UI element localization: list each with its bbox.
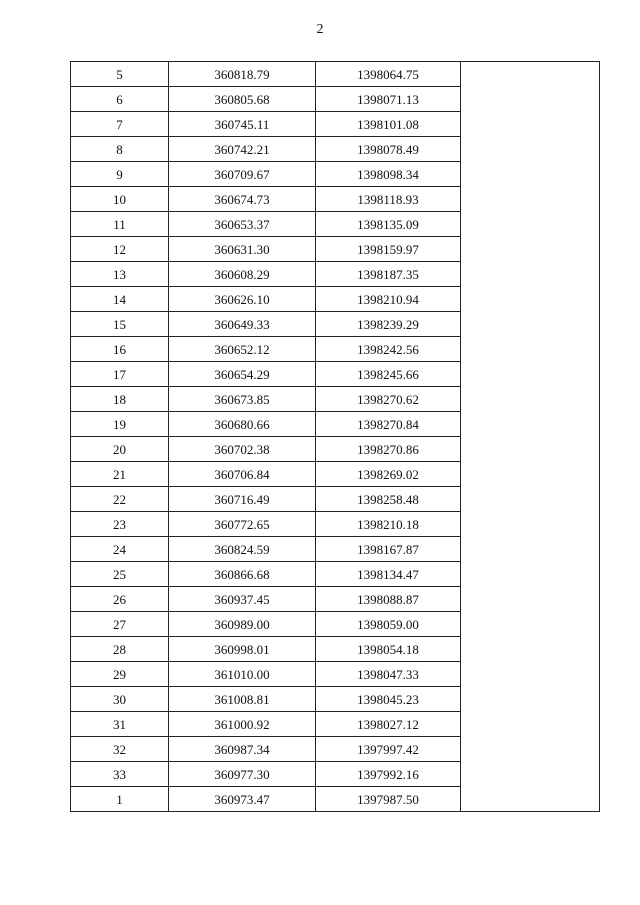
y-coordinate-cell: 1398269.02 [316, 462, 461, 487]
x-coordinate-cell: 360626.10 [169, 287, 316, 312]
y-coordinate-cell: 1398134.47 [316, 562, 461, 587]
x-coordinate-cell: 360772.65 [169, 512, 316, 537]
point-number-cell: 32 [71, 737, 169, 762]
y-coordinate-cell: 1398258.48 [316, 487, 461, 512]
x-coordinate-cell: 360824.59 [169, 537, 316, 562]
point-number-cell: 23 [71, 512, 169, 537]
point-number-cell: 25 [71, 562, 169, 587]
x-coordinate-cell: 361008.81 [169, 687, 316, 712]
x-coordinate-cell: 360649.33 [169, 312, 316, 337]
x-coordinate-cell: 360608.29 [169, 262, 316, 287]
y-coordinate-cell: 1398187.35 [316, 262, 461, 287]
point-number-cell: 12 [71, 237, 169, 262]
point-number-cell: 7 [71, 112, 169, 137]
page-number: 2 [316, 22, 324, 37]
x-coordinate-cell: 361000.92 [169, 712, 316, 737]
point-number-cell: 13 [71, 262, 169, 287]
x-coordinate-cell: 360709.67 [169, 162, 316, 187]
y-coordinate-cell: 1398047.33 [316, 662, 461, 687]
point-number-cell: 14 [71, 287, 169, 312]
y-coordinate-cell: 1398071.13 [316, 87, 461, 112]
point-number-cell: 11 [71, 212, 169, 237]
y-coordinate-cell: 1398054.18 [316, 637, 461, 662]
x-coordinate-cell: 360680.66 [169, 412, 316, 437]
point-number-cell: 22 [71, 487, 169, 512]
point-number-cell: 20 [71, 437, 169, 462]
notes-column-cell [461, 62, 600, 812]
y-coordinate-cell: 1398098.34 [316, 162, 461, 187]
table-row [71, 62, 600, 87]
y-coordinate-cell: 1398135.09 [316, 212, 461, 237]
point-number-cell: 18 [71, 387, 169, 412]
x-coordinate-cell: 360652.12 [169, 337, 316, 362]
x-coordinate-cell: 360673.85 [169, 387, 316, 412]
point-number-cell: 16 [71, 337, 169, 362]
x-coordinate-cell: 360989.00 [169, 612, 316, 637]
point-number-cell: 27 [71, 612, 169, 637]
x-coordinate-cell: 360674.73 [169, 187, 316, 212]
x-coordinate-cell: 360977.30 [169, 762, 316, 787]
y-coordinate-cell: 1397997.42 [316, 737, 461, 762]
point-number-cell: 30 [71, 687, 169, 712]
y-coordinate-cell: 1398245.66 [316, 362, 461, 387]
y-coordinate-cell: 1398270.86 [316, 437, 461, 462]
point-number-cell: 21 [71, 462, 169, 487]
point-number-cell: 6 [71, 87, 169, 112]
point-number-cell: 1 [71, 787, 169, 812]
y-coordinate-cell: 1398270.62 [316, 387, 461, 412]
x-coordinate-cell: 360805.68 [169, 87, 316, 112]
y-coordinate-cell: 1397987.50 [316, 787, 461, 812]
x-coordinate-cell: 360653.37 [169, 212, 316, 237]
x-coordinate-cell: 360706.84 [169, 462, 316, 487]
x-coordinate-cell: 360937.45 [169, 587, 316, 612]
x-coordinate-cell: 360818.79 [169, 62, 316, 87]
x-coordinate-cell: 360987.34 [169, 737, 316, 762]
coordinates-table-body [71, 62, 600, 812]
y-coordinate-cell: 1398064.75 [316, 62, 461, 87]
y-coordinate-cell: 1398167.87 [316, 537, 461, 562]
x-coordinate-cell: 360742.21 [169, 137, 316, 162]
y-coordinate-cell: 1398101.08 [316, 112, 461, 137]
y-coordinate-cell: 1398270.84 [316, 412, 461, 437]
y-coordinate-cell: 1398210.94 [316, 287, 461, 312]
y-coordinate-cell: 1398210.18 [316, 512, 461, 537]
point-number-cell: 5 [71, 62, 169, 87]
y-coordinate-cell: 1398045.23 [316, 687, 461, 712]
x-coordinate-cell: 360631.30 [169, 237, 316, 262]
point-number-cell: 29 [71, 662, 169, 687]
x-coordinate-cell: 360745.11 [169, 112, 316, 137]
point-number-cell: 33 [71, 762, 169, 787]
y-coordinate-cell: 1398059.00 [316, 612, 461, 637]
point-number-cell: 24 [71, 537, 169, 562]
y-coordinate-cell: 1398159.97 [316, 237, 461, 262]
y-coordinate-cell: 1397992.16 [316, 762, 461, 787]
point-number-cell: 9 [71, 162, 169, 187]
x-coordinate-cell: 360716.49 [169, 487, 316, 512]
x-coordinate-cell: 361010.00 [169, 662, 316, 687]
y-coordinate-cell: 1398242.56 [316, 337, 461, 362]
y-coordinate-cell: 1398078.49 [316, 137, 461, 162]
point-number-cell: 15 [71, 312, 169, 337]
y-coordinate-cell: 1398088.87 [316, 587, 461, 612]
point-number-cell: 28 [71, 637, 169, 662]
x-coordinate-cell: 360866.68 [169, 562, 316, 587]
y-coordinate-cell: 1398027.12 [316, 712, 461, 737]
x-coordinate-cell: 360998.01 [169, 637, 316, 662]
point-number-cell: 19 [71, 412, 169, 437]
point-number-cell: 10 [71, 187, 169, 212]
y-coordinate-cell: 1398118.93 [316, 187, 461, 212]
point-number-cell: 8 [71, 137, 169, 162]
point-number-cell: 17 [71, 362, 169, 387]
x-coordinate-cell: 360702.38 [169, 437, 316, 462]
x-coordinate-cell: 360973.47 [169, 787, 316, 812]
point-number-cell: 26 [71, 587, 169, 612]
y-coordinate-cell: 1398239.29 [316, 312, 461, 337]
x-coordinate-cell: 360654.29 [169, 362, 316, 387]
point-number-cell: 31 [71, 712, 169, 737]
coordinates-table [70, 61, 600, 812]
